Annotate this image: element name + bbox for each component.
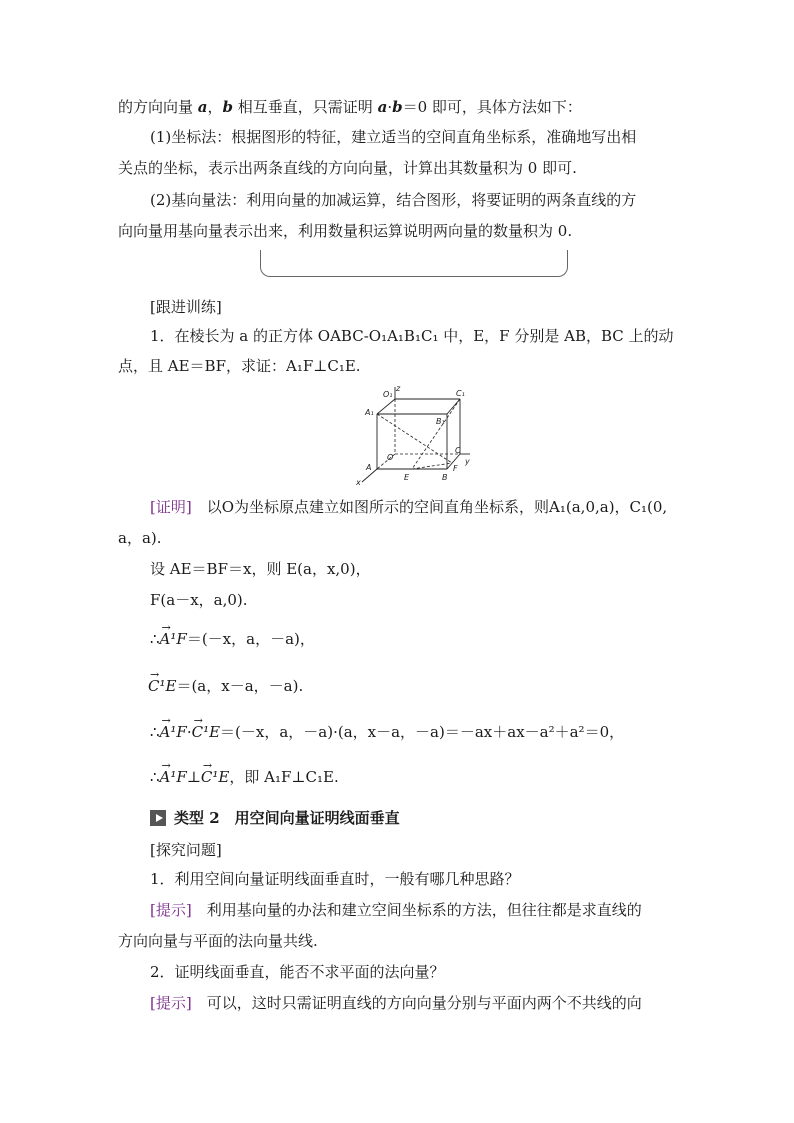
- label-O: O: [387, 453, 394, 462]
- section-heading: 类型 2 用空间向量证明线面垂直: [150, 807, 400, 828]
- explore-answer1-line2: 方向向量与平面的法向量共线.: [118, 932, 318, 950]
- label-E: E: [404, 473, 410, 482]
- coordinate-method-line1: (1)坐标法：根据图形的特征，建立适当的空间直角坐标系，准确地写出相: [150, 128, 637, 146]
- proof-line8: ∴→ A¹F⊥→ C¹E，即 A₁F⊥C₁E.: [150, 767, 339, 787]
- basis-method-line2: 向向量用基向量表示出来，利用数量积运算说明两向量的数量积为 0.: [118, 222, 573, 240]
- label-x: x: [356, 478, 361, 487]
- hint-tag-2: [提示]: [150, 994, 192, 1012]
- paragraph-method-intro: 的方向向量 a，b 相互垂直，只需证明 a·b＝0 即可，具体方法如下：: [118, 98, 582, 116]
- section-triangle-icon: [150, 810, 166, 826]
- cube-figure: [352, 384, 484, 488]
- explore-question2: 2．证明线面垂直，能否不求平面的法向量？: [150, 963, 445, 981]
- proof-line7: ∴→ A¹F·→ C¹E＝(－x，a，－a)·(a，x－a，－a)＝－ax＋ax－a²＋a²＝0，: [150, 722, 624, 742]
- explore-answer1-line1: [提示] 利用基向量的办法和建立空间坐标系的方法，但往往都是求直线的: [150, 901, 642, 919]
- label-C1: C₁: [456, 389, 465, 398]
- label-B1: B₁: [436, 417, 445, 426]
- proof-line4: F(a－x，a,0).: [150, 591, 248, 609]
- label-y: y: [465, 457, 470, 466]
- proof-tag: [证明]: [150, 498, 192, 516]
- explore-answer2: [提示] 可以，这时只需证明直线的方向向量分别与平面内两个不共线的向: [150, 994, 642, 1012]
- label-B: B: [442, 473, 448, 482]
- label-O1: O₁: [383, 390, 393, 399]
- summary-bracket: [260, 250, 568, 277]
- training-question-line2: 点，且 AE＝BF，求证：A₁F⊥C₁E.: [118, 357, 361, 375]
- training-question-line1: 1．在棱长为 a 的正方体 OABC-O₁A₁B₁C₁ 中，E，F 分别是 AB，BC 上的动: [150, 327, 674, 345]
- proof-line5: ∴→ A¹F＝(－x，a，－a)，: [150, 629, 315, 649]
- cube-labels: [355, 384, 470, 487]
- proof-line2: a，a).: [118, 529, 162, 547]
- hint-tag: [提示]: [150, 901, 192, 919]
- coordinate-method-line2: 关点的坐标，表示出两条直线的方向向量，计算出其数量积为 0 即可.: [118, 159, 577, 177]
- label-z: z: [396, 384, 401, 393]
- basis-method-line1: (2)基向量法：利用向量的加减运算，结合图形，将要证明的两条直线的方: [150, 191, 637, 209]
- proof-line3: 设 AE＝BF＝x，则 E(a，x,0)，: [150, 560, 371, 578]
- explore-question1: 1．利用空间向量证明线面垂直时，一般有哪几种思路？: [150, 870, 520, 888]
- proof-line1: [证明] 以O为坐标原点建立如图所示的空间直角坐标系，则A₁(a,0,a)，C₁(0,: [150, 498, 668, 516]
- explore-title: [探究问题]: [150, 841, 222, 859]
- label-F: F: [453, 464, 458, 473]
- label-A1: A₁: [365, 408, 374, 417]
- label-C: C: [455, 446, 461, 455]
- training-title: [跟进训练]: [150, 298, 222, 316]
- label-A: A: [366, 463, 372, 472]
- proof-line6: → C¹E＝(a，x－a，－a).: [148, 676, 303, 696]
